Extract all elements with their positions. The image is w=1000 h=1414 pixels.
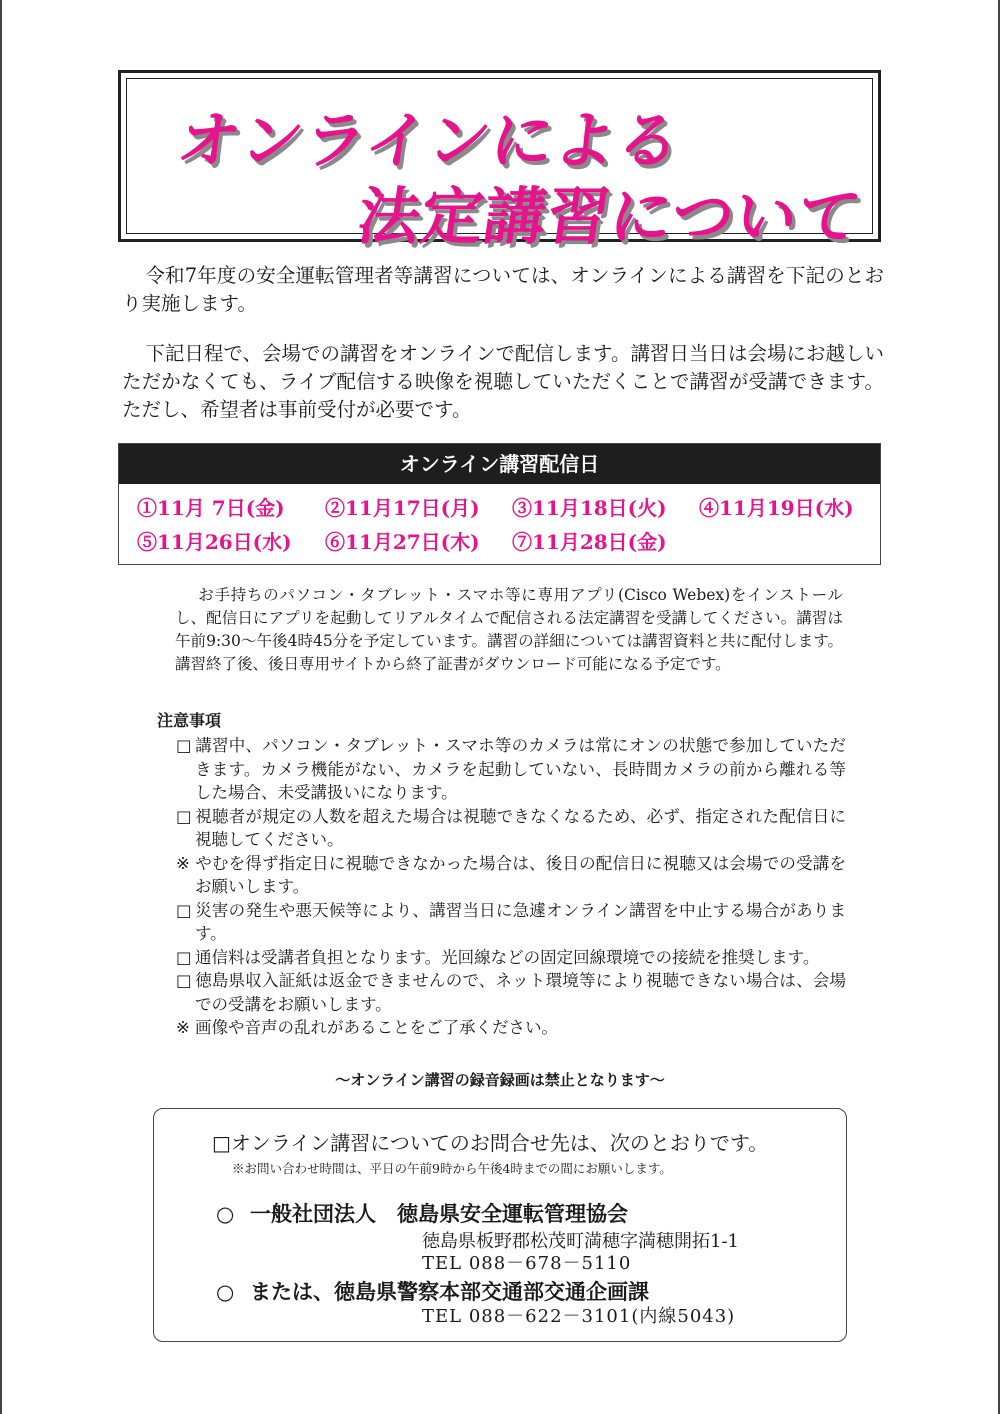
notes-list (176, 734, 846, 1040)
title-box (118, 70, 881, 253)
note-item (176, 969, 846, 1016)
checkbox-icon: □ (176, 806, 192, 826)
date-item-1: ①11月 7日(金) (137, 496, 285, 520)
contact-org-2-name: または、徳島県警察本部交通部交通企画課 (250, 1280, 649, 1304)
notes-title: 注意事項 (157, 711, 222, 730)
page-edge-left (0, 0, 2, 1414)
reference-mark-icon: ※ (176, 1018, 190, 1037)
date-item-7: ⑦11月28日(金) (512, 530, 667, 554)
page-title-line1: オンラインによる (173, 104, 686, 177)
schedule-box (118, 443, 881, 565)
circle-icon: ○ (216, 1202, 235, 1226)
note-text: 通信料は受講者負担となります。光回線などの固定回線環境での接続を推奨します。 (195, 947, 820, 967)
date-item-3: ③11月18日(火) (512, 496, 667, 520)
checkbox-icon: □ (176, 736, 192, 755)
contact-hours-note: ※お問い合わせ時間は、平日の午前9時から午後4時までの間にお願いします。 (232, 1161, 672, 1176)
note-text: 画像や音声の乱れがあることをご了承ください。 (195, 1018, 558, 1037)
note-text: 視聴者が規定の人数を超えた場合は視聴できなくなるため、必ず、指定された配信日に視聴してください。 (195, 806, 846, 849)
contact-box (153, 1108, 847, 1342)
note-item (176, 899, 846, 946)
note-text: 講習中、パソコン・タブレット・スマホ等のカメラは常にオンの状態で参加していただきます。カメラ機能がない、カメラを起動していない、長時間カメラの前から離れる等した場合、未受講扱いになります。 (195, 736, 846, 802)
date-item-5: ⑤11月26日(水) (137, 530, 292, 554)
title-inner-border (126, 78, 873, 253)
recording-prohibited-banner: ～オンライン講習の録音録画は禁止となります～ (335, 1071, 665, 1089)
note-item (176, 734, 846, 805)
checkbox-icon: □ (176, 971, 192, 990)
checkbox-icon: □ (176, 947, 192, 967)
circle-icon: ○ (216, 1280, 235, 1304)
note-text: やむを得ず指定日に視聴できなかった場合は、後日の配信日に視聴又は会場での受講をお願いします。 (195, 853, 846, 896)
note-text: 災害の発生や悪天候等により、講習当日に急遽オンライン講習を中止する場合があります。 (195, 900, 846, 943)
checkbox-icon: □ (176, 900, 192, 920)
intro-paragraph-1: 令和7年度の安全運転管理者等講習については、オンラインによる講習を下記のとおり実施します。 (122, 264, 884, 315)
date-item-4: ④11月19日(水) (699, 496, 854, 520)
page-title-line2: 法定講習について (353, 180, 867, 253)
intro-paragraph-2: 下記日程で、会場での講習をオンラインで配信します。講習日当日は会場にお越しいただかなくても、ライブ配信する映像を視聴していただくことで講習が受講できます。ただし、希望者は事前受付が必要です。 (122, 342, 884, 421)
contact-org-2-tel: TEL 088－622－3101(内線5043) (422, 1306, 736, 1327)
note-item (176, 946, 846, 970)
contact-org-1-address: 徳島県板野郡松茂町満穂字満穂開拓1-1 (422, 1231, 739, 1252)
note-item (176, 1016, 846, 1040)
contact-org-1-name: 一般社団法人 徳島県安全運転管理協会 (250, 1202, 628, 1226)
schedule-heading: オンライン講習配信日 (119, 444, 880, 484)
date-item-2: ②11月17日(月) (325, 496, 480, 520)
note-item (176, 852, 846, 899)
instructions-paragraph: お手持ちのパソコン・タブレット・スマホ等に専用アプリ(Cisco Webex)をインストールし、配信日にアプリを起動してリアルタイムで配信される法定講習を受講してください。講習は午前9:30～午後4時45分を予定しています。講習の詳細については講習資料と共に配付します。講習終了後、後日専用サイトから終了証書がダウンロード可能になる予定です。 (175, 586, 843, 673)
contact-heading: □オンライン講習についてのお問合せ先は、次のとおりです。 (212, 1131, 769, 1155)
note-item (176, 805, 846, 852)
contact-org-1-tel: TEL 088－678－5110 (422, 1253, 632, 1274)
reference-mark-icon: ※ (176, 853, 190, 873)
note-text: 徳島県収入証紙は返金できませんので、ネット環境等により視聴できない場合は、会場での受講をお願いします。 (195, 971, 846, 1014)
date-item-6: ⑥11月27日(木) (325, 530, 480, 554)
contact-org-1 (216, 1198, 628, 1228)
